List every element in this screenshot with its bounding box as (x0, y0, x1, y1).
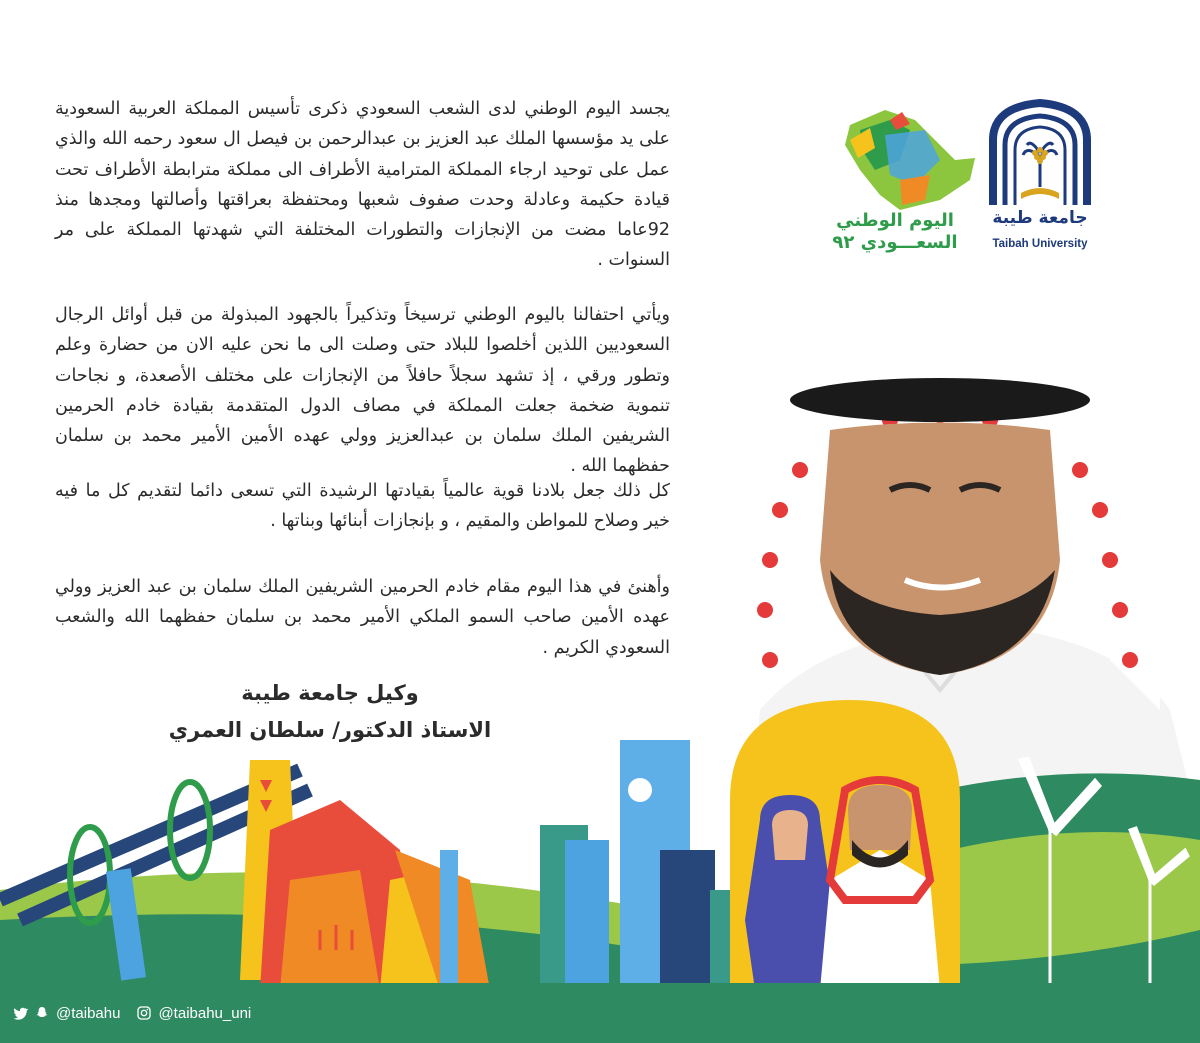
instagram-icon[interactable] (136, 1005, 152, 1021)
twitter-icon[interactable] (12, 1005, 28, 1021)
twitter-handle[interactable]: @taibahu (56, 1004, 121, 1022)
national-day-logo (830, 100, 980, 220)
snapchat-icon[interactable] (34, 1005, 50, 1021)
instagram-handle[interactable]: @taibahu_uni (158, 1004, 252, 1022)
paragraph-2: ويأتي احتفالنا باليوم الوطني ترسيخاً وتذكيراً بالجهود المبذولة من قبل أوائل الرجال السعوديين اللذين أخلصوا للبلاد حتى وصلت الى ما نحن عليه الان من حضارة وعلم وتطور ورقي ، إذ تشهد سجلاً حافلاً من الإنجازات على مختلف الأصعدة، و نجاحات تنموية ضخمة جعلت المملكة في مصاف الدول المتقدمة بقيادة خادم الحرمين الشريفين الملك سلمان بن عبدالعزيز وولي عهده الأمين الأمير محمد بن سلمان حفظهما الله . (55, 305, 670, 477)
taibah-arabic-name: جامعة طيبة (992, 208, 1088, 228)
social-handles (12, 1000, 261, 1026)
taibah-english-name: Taibah University (992, 238, 1088, 250)
national-day-illustration (0, 700, 1200, 990)
paragraph-4: وأهنئ في هذا اليوم مقام خادم الحرمين الشريفين الملك سلمان بن عبد العزيز وولي عهده الأمين صاحب السمو الملكي الأمير محمد بن سلمان حفظهما الله والشعب السعودي الكريم . (55, 577, 670, 658)
national-day-title: اليوم الوطني (836, 210, 954, 231)
signature-title: وكيل جامعة طيبة (241, 681, 419, 705)
signature-name: الاستاذ الدكتور/ سلطان العمري (168, 718, 492, 742)
paragraph-1: يجسد اليوم الوطني لدى الشعب السعودي ذكرى تأسيس المملكة العربية السعودية على يد مؤسسها الملك عبد العزيز بن عبدالرحمن بن فيصل ال سعود رحمه الله والذي عمل على توحيد ارجاء المملكة المترامية الأطراف الى مملكة مترابطة الأطراف تحت قيادة حكيمة وعادلة وحدت صفوف شعبها ومحتفظة بعراقتها وأصالتها ومجدها منذ 92عاما مضت من الإنجازات والتطورات المختلفة التي شهدتها المملكة على مر السنوات . (55, 99, 670, 271)
national-day-subtitle: السعـــودي ٩٢ (832, 232, 958, 253)
paragraph-3: كل ذلك جعل بلادنا قوية عالمياً بقيادتها الرشيدة التي تسعى دائما لتقديم كل ما فيه خير وصلاح للمواطن والمقيم ، و بإنجازات أبنائها وبناتها . (55, 481, 670, 532)
taibah-university-logo (975, 95, 1105, 260)
